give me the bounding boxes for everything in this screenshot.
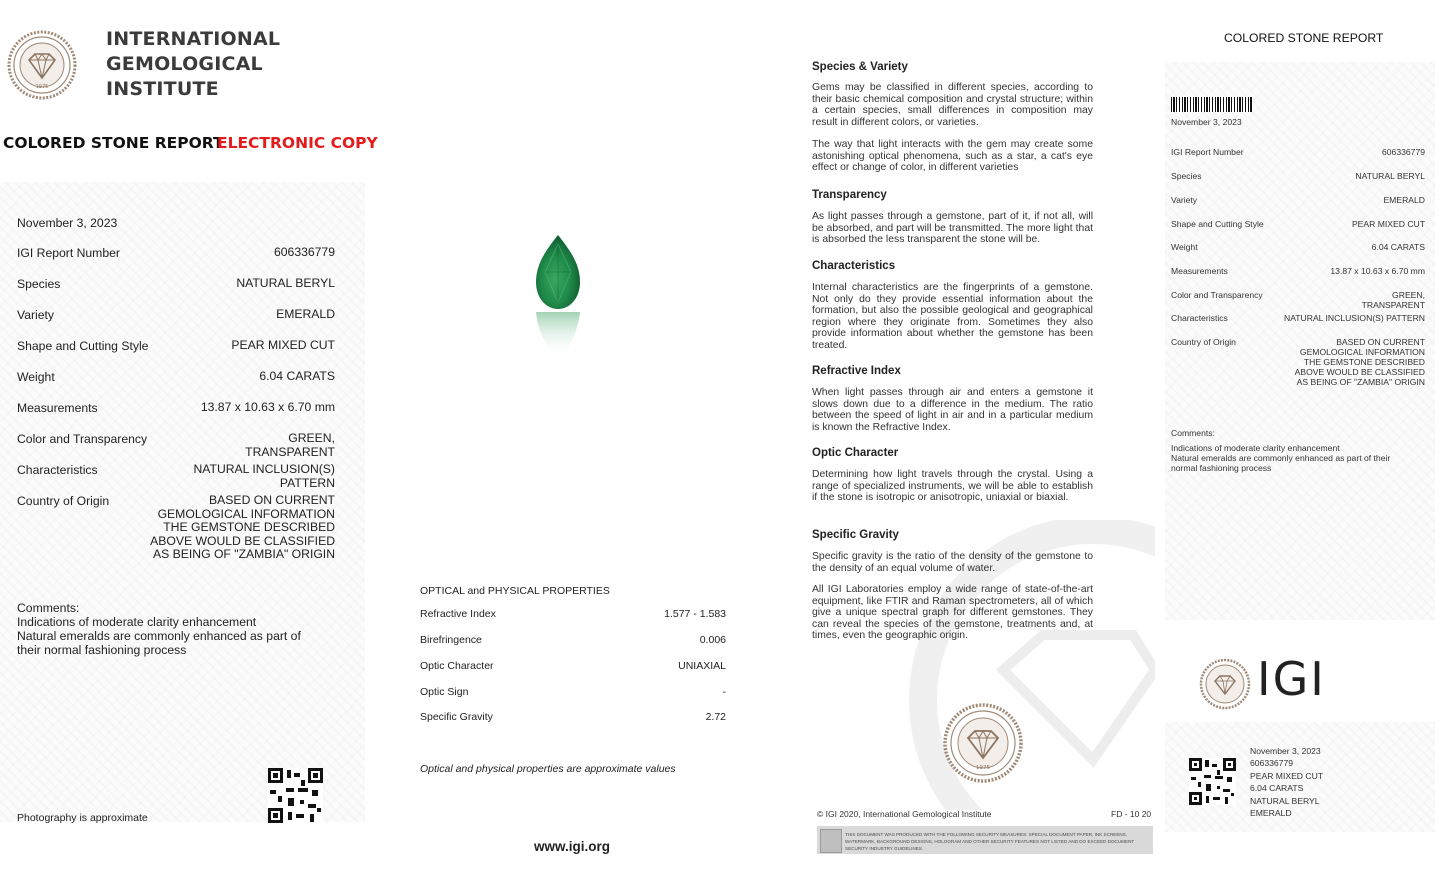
summary-value: NATURAL BERYL <box>1355 171 1425 181</box>
section-paragraph: When light passes through air and enters a gemstone it slows down due to a difference in the medium. The ratio between the speed of light in air and in a particular medium is known the Refractive Index. <box>812 387 1093 433</box>
detail-label: IGI Report Number <box>17 246 120 260</box>
summary-row <box>1171 219 1425 229</box>
optical-value: - <box>722 686 726 698</box>
summary-row <box>1171 171 1425 181</box>
igi-seal-icon <box>942 700 1024 786</box>
approximate-note: Optical and physical properties are approximate values <box>420 763 676 775</box>
report-date: November 3, 2023 <box>17 216 118 230</box>
summary-label: IGI Report Number <box>1171 147 1244 157</box>
section-title: Refractive Index <box>812 365 901 377</box>
info-section <box>812 260 1093 351</box>
comment-line: Natural emeralds are commonly enhanced as part of <box>17 629 301 643</box>
optical-label: Specific Gravity <box>420 711 493 723</box>
optical-label: Birefringence <box>420 634 482 646</box>
detail-value: BASED ON CURRENT GEMOLOGICAL INFORMATION THE GEMSTONE DESCRIBED ABOVE WOULD BE CLASSIFIED AS BEING OF "ZAMBIA" ORIGIN <box>150 493 335 561</box>
summary-comments <box>1171 428 1390 473</box>
qr-code-icon[interactable] <box>1189 758 1236 805</box>
comments-label: Comments: <box>17 601 80 615</box>
summary-comment-line: Indications of moderate clarity enhancement <box>1171 443 1340 453</box>
summary-label: Measurements <box>1171 266 1228 276</box>
copyright-text: © IGI 2020, International Gemological Institute <box>817 809 992 819</box>
optical-value: UNIAXIAL <box>678 660 726 672</box>
detail-value: EMERALD <box>276 307 335 321</box>
optical-value: 1.577 - 1.583 <box>664 608 726 620</box>
optical-row <box>420 711 726 723</box>
stub-line: EMERALD <box>1250 808 1292 819</box>
stub-details <box>1250 745 1323 819</box>
detail-label: Color and Transparency <box>17 432 148 446</box>
summary-row <box>1171 290 1425 310</box>
hologram-icon <box>820 829 842 853</box>
optical-row <box>420 608 726 620</box>
summary-value: NATURAL INCLUSION(S) PATTERN <box>1283 313 1425 323</box>
info-section <box>812 189 1093 246</box>
section-paragraph: All IGI Laboratories employ a wide range of state-of-the-art equipment, like FTIR and Raman spectrometers, all of which give a unique spectral graph for different gemstones. They can reveal the species of the gemstone, treatments and, at times, even the geographic origin. <box>812 584 1093 641</box>
summary-value: 6.04 CARATS <box>1371 242 1425 252</box>
svg-text:1975: 1975 <box>35 84 49 90</box>
section-title: Transparency <box>812 189 887 201</box>
optical-row <box>420 686 726 698</box>
detail-label: Country of Origin <box>17 494 110 508</box>
optical-heading: OPTICAL and PHYSICAL PROPERTIES <box>420 585 610 597</box>
summary-row <box>1171 313 1425 323</box>
summary-value: 13.87 x 10.63 x 6.70 mm <box>1330 266 1425 276</box>
section-paragraph: Determining how light travels through the crystal. Using a range of specialized instruments, we will be able to establish if the stone is isotropic or anisotropic, uniaxial or biaxial. <box>812 469 1093 503</box>
summary-label: Country of Origin <box>1171 337 1236 347</box>
detail-value: GREEN, TRANSPARENT <box>245 431 335 459</box>
summary-value: 606336779 <box>1381 147 1425 157</box>
comments-block <box>17 601 301 657</box>
website-link[interactable]: www.igi.org <box>534 839 610 854</box>
detail-label: Weight <box>17 370 55 384</box>
summary-comment-line: Natural emeralds are commonly enhanced as part of their <box>1171 453 1391 463</box>
summary-title: COLORED STONE REPORT <box>1224 31 1384 45</box>
summary-label: Species <box>1171 171 1202 181</box>
detail-value: 606336779 <box>273 245 335 259</box>
optical-label: Optic Sign <box>420 686 469 698</box>
section-title: Species & Variety <box>812 61 908 73</box>
optical-row <box>420 660 726 672</box>
security-note: THIS DOCUMENT WAS PRODUCED WITH THE FOLLOWING SECURITY MEASURES: SPECIAL DOCUMENT PAPER, INK SCREENS, WATERMARK, BACKGROUND DESIGNS, HOLOGRAM AND OTHER SECURITY FEATURES NOT LISTED AND DO EXCEED DOCUMENT SECURITY INDUSTRY GUIDELINES. <box>845 832 1135 851</box>
svg-text:1975: 1975 <box>976 765 990 771</box>
photo-note: Photography is approximate <box>17 812 148 824</box>
summary-value: EMERALD <box>1383 195 1425 205</box>
form-code: FD - 10 20 <box>1111 809 1152 819</box>
security-strip <box>817 826 1153 854</box>
stub-line: NATURAL BERYL <box>1250 795 1320 806</box>
detail-label: Shape and Cutting Style <box>17 339 149 353</box>
summary-value: GREEN, TRANSPARENT <box>1361 290 1425 310</box>
comment-line: their normal fashioning process <box>17 643 187 657</box>
section-paragraph: Specific gravity is the ratio of the density of the gemstone to the density of an equal volume of water. <box>812 551 1093 574</box>
qr-code-icon[interactable] <box>268 768 323 823</box>
summary-row <box>1171 266 1425 276</box>
summary-row <box>1171 242 1425 252</box>
detail-label: Variety <box>17 308 55 322</box>
stub-line: 6.04 CARATS <box>1250 783 1304 794</box>
info-section <box>812 447 1093 504</box>
info-section <box>812 61 1093 174</box>
section-paragraph: Gems may be classified in different species, according to their basic chemical composition and crystal structure; within a certain species, small differences in composition may result in different colors, or varieties. <box>812 82 1093 128</box>
igi-seal-icon <box>7 26 77 104</box>
optical-value: 0.006 <box>699 634 726 646</box>
summary-date: November 3, 2023 <box>1171 117 1242 127</box>
summary-label: Variety <box>1171 195 1198 205</box>
summary-value: BASED ON CURRENT GEMOLOGICAL INFORMATION THE GEMSTONE DESCRIBED ABOVE WOULD BE CLASSIFIED AS BEING OF "ZAMBIA" ORIGIN <box>1294 337 1425 387</box>
summary-label: Weight <box>1171 242 1198 252</box>
summary-label: Shape and Cutting Style <box>1171 219 1264 229</box>
institute-name <box>106 27 280 102</box>
summary-row <box>1171 337 1425 387</box>
barcode-icon <box>1171 97 1253 112</box>
section-title: Optic Character <box>812 447 899 459</box>
comment-line: Indications of moderate clarity enhancement <box>17 615 257 629</box>
detail-value: NATURAL INCLUSION(S) PATTERN <box>193 462 335 490</box>
section-title: Characteristics <box>812 260 896 272</box>
section-paragraph: The way that light interacts with the gem may create some astonishing optical phenomena, such as a star, a cat's eye effect or change of color, in different varieties <box>812 139 1093 173</box>
institute-name-line: INTERNATIONAL <box>106 28 281 50</box>
optical-value: 2.72 <box>705 711 726 723</box>
detail-value: PEAR MIXED CUT <box>231 338 335 352</box>
emerald-gem-image <box>528 232 588 360</box>
detail-label: Measurements <box>17 401 98 415</box>
igi-seal-icon <box>1199 658 1251 710</box>
summary-label: Characteristics <box>1171 313 1228 323</box>
detail-value: NATURAL BERYL <box>236 276 335 290</box>
institute-name-line: INSTITUTE <box>106 78 219 100</box>
summary-comments-label: Comments: <box>1171 428 1215 438</box>
institute-name-line: GEMOLOGICAL <box>106 53 263 75</box>
summary-row <box>1171 147 1425 157</box>
detail-label: Species <box>17 277 61 291</box>
info-section <box>812 365 1093 433</box>
summary-label: Color and Transparency <box>1171 290 1263 300</box>
summary-row <box>1171 195 1425 205</box>
summary-comment-line: normal fashioning process <box>1171 463 1272 473</box>
stub-line: 606336779 <box>1250 758 1294 769</box>
section-paragraph: As light passes through a gemstone, part of it, if not all, will be absorbed, and part will be transmitted. The more light that is absorbed the less transparent the stone will be. <box>812 211 1093 245</box>
electronic-copy-label: ELECTRONIC COPY <box>217 134 378 152</box>
stub-line: November 3, 2023 <box>1250 746 1321 756</box>
igi-logo-text: IGI <box>1257 652 1326 706</box>
section-title: Specific Gravity <box>812 529 899 541</box>
optical-label: Refractive Index <box>420 608 496 620</box>
stub-line: PEAR MIXED CUT <box>1250 770 1324 781</box>
detail-value: 6.04 CARATS <box>259 369 335 383</box>
section-paragraph: Internal characteristics are the fingerprints of a gemstone. Not only do they provide essential information about the formation, but also the possible geological and geographical region where they originate from. Sometimes they also provide information about whether the gemstone has been treated. <box>812 282 1093 351</box>
optical-label: Optic Character <box>420 660 494 672</box>
detail-label: Characteristics <box>17 463 98 477</box>
summary-value: PEAR MIXED CUT <box>1351 219 1425 229</box>
detail-value: 13.87 x 10.63 x 6.70 mm <box>200 400 335 414</box>
report-title: COLORED STONE REPORT <box>3 134 224 152</box>
info-section <box>812 529 1093 642</box>
optical-row <box>420 634 726 646</box>
